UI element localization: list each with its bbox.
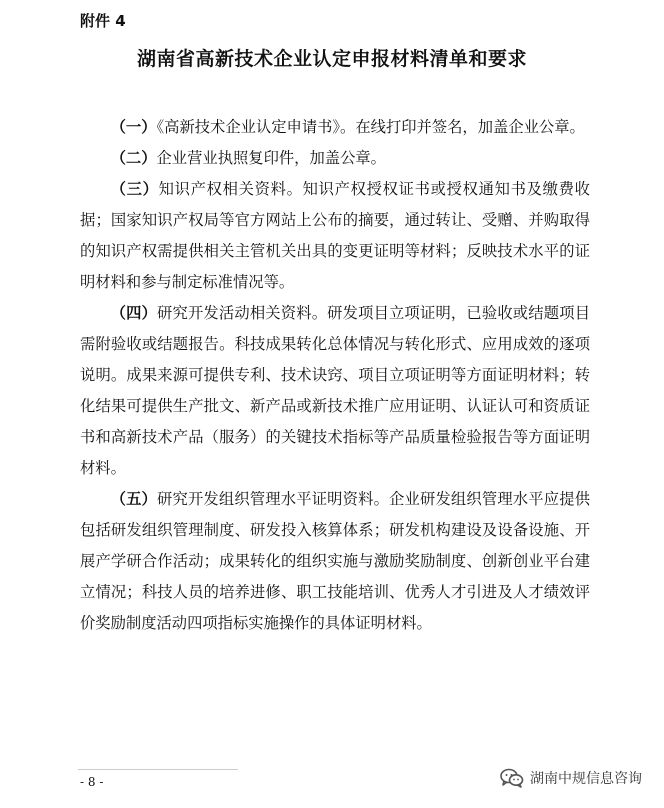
item-number: （二） bbox=[110, 149, 157, 167]
item-number: （一） bbox=[110, 118, 157, 136]
list-item bbox=[80, 174, 590, 298]
attachment-label: 附件 4 bbox=[80, 12, 126, 30]
document-body bbox=[80, 112, 590, 639]
item-number: （五） bbox=[110, 490, 158, 508]
watermark bbox=[500, 768, 642, 788]
item-number: （四） bbox=[110, 304, 158, 322]
item-text: 研究开发活动相关资料。研发项目立项证明，已验收或结题项目需附验收或结题报告。科技成果转化总体情况与转化形式、应用成效的逐项说明。成果来源可提供专利、技术诀窍、项目立项证明等方面证明材料；转化结果可提供生产批文、新产品或新技术推广应用证明、认证认可和资质证书和高新技术产品（服务）的关键技术指标等产品质量检验报告等方面证明材料。 bbox=[80, 304, 590, 477]
document-title: 湖南省高新技术企业认定申报材料清单和要求 bbox=[136, 48, 527, 70]
list-item bbox=[80, 298, 590, 484]
list-item bbox=[80, 484, 590, 639]
wechat-icon bbox=[500, 768, 524, 788]
item-text: 《高新技术企业认定申请书》。在线打印并签名，加盖企业公章。 bbox=[156, 118, 585, 136]
item-text: 知识产权相关资料。知识产权授权证书或授权通知书及缴费收据；国家知识产权局等官方网站上公布的摘要，通过转让、受赠、并购取得的知识产权需提供相关主管机关出具的变更证明等材料；反映技术水平的证明材料和参与制定标准情况等。 bbox=[80, 180, 590, 291]
list-item bbox=[80, 112, 590, 143]
item-text: 企业营业执照复印件，加盖公章。 bbox=[156, 149, 386, 167]
item-number: （三） bbox=[110, 180, 159, 198]
watermark-text: 湖南中规信息咨询 bbox=[530, 771, 642, 787]
list-item bbox=[80, 143, 590, 174]
item-text: 研究开发组织管理水平证明资料。企业研发组织管理水平应提供包括研发组织管理制度、研发投入核算体系；研发机构建设及设备设施、开展产学研合作活动；成果转化的组织实施与激励奖励制度、创新创业平台建立情况；科技人员的培养进修、职工技能培训、优秀人才引进及人才绩效评价奖励制度活动四项指标实施操作的具体证明材料。 bbox=[80, 490, 590, 632]
page-number: - 8 - bbox=[80, 775, 104, 789]
footer-divider bbox=[78, 769, 238, 770]
